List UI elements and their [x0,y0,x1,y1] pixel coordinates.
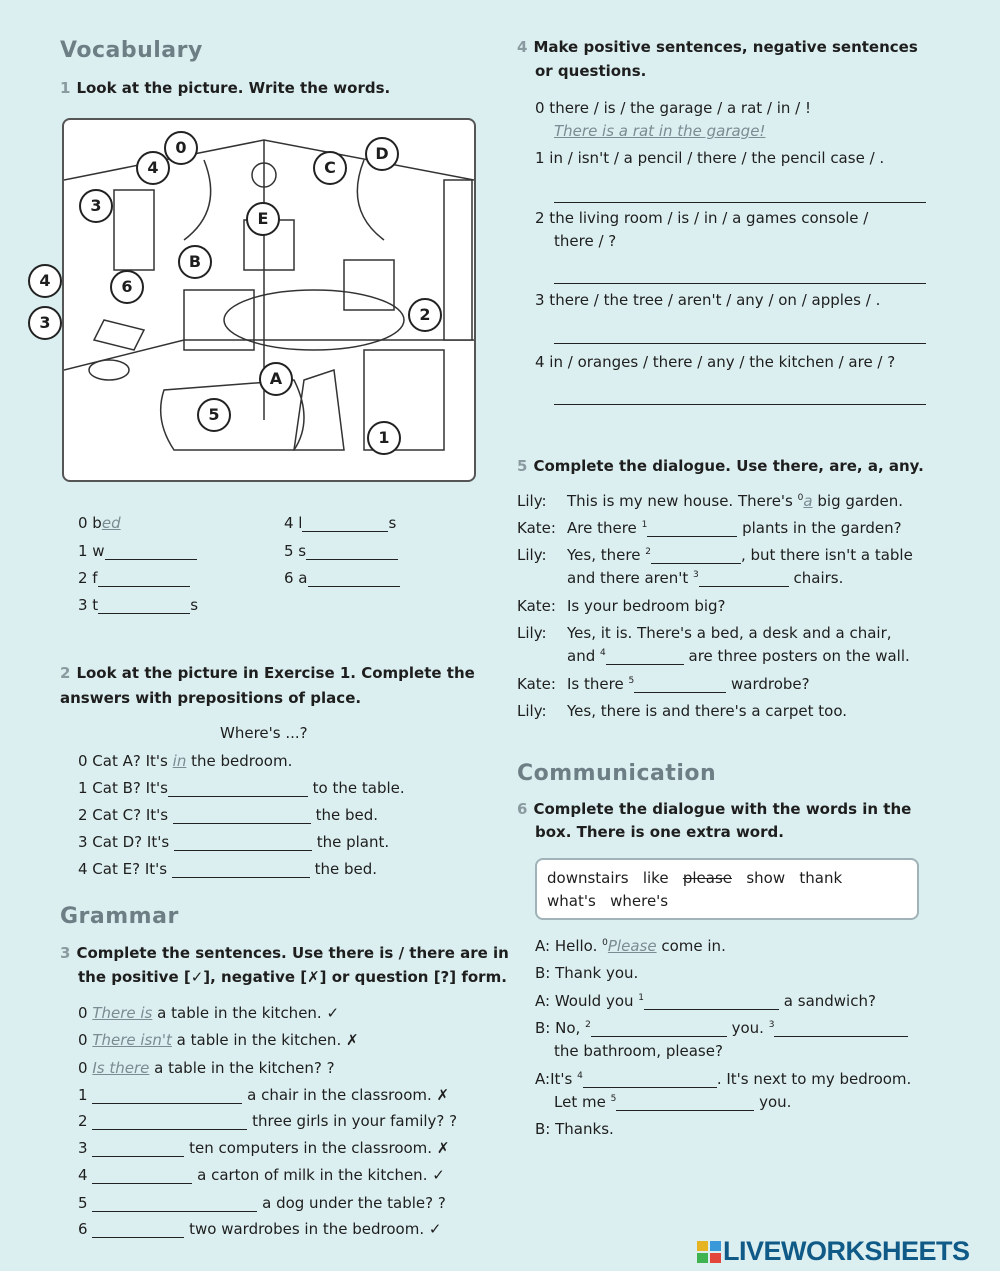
picture-label-1: 1 [367,421,401,455]
word-3-input[interactable] [98,597,190,614]
ex4-example-answer: There is a rat in the garage! [554,122,766,140]
exercise-3-instruction-2: the positive [✓], negative [✗] or question [?] form. [78,968,507,986]
ex6-line-6: B: Thanks. [535,1120,614,1138]
picture-label-b: B [178,245,212,279]
ex3-example-positive: 0 There is a table in the kitchen. ✓ [78,1004,340,1022]
ex3-item-6: 6 two wardrobes in the bedroom. ✓ [78,1220,442,1238]
ex4-example: 0 there / is / the garage / a rat / in / ! [535,99,812,117]
communication-heading: Communication [517,761,717,786]
ex2-item-1: 1 Cat B? It's to the table. [78,779,405,797]
ex5-gap-3[interactable] [699,570,789,587]
word-6: 6 a [284,569,400,587]
word-0: 0 bed [78,514,121,532]
exercise-6-instruction-2: box. There is one extra word. [535,823,784,841]
ex5-line-2: Kate: Are there $^1$ plants in the garden? [517,519,902,537]
ex4-item-3-input[interactable] [554,327,926,344]
word-5: 5 s [284,542,398,560]
ex6-gap-1[interactable] [644,993,779,1010]
ex3-item-4-input[interactable] [92,1167,192,1184]
ex5-gap-5[interactable] [634,676,726,693]
ex6-line-3: A: Would you $^1$ a sandwich? [535,992,876,1010]
word-please: please [682,869,733,887]
word-whats: what's [547,892,596,910]
word-box-row-1 [547,869,842,887]
word-3: 3 t s [78,596,199,614]
ex6-gap-5[interactable] [616,1094,754,1111]
word-downstairs: downstairs [547,869,629,887]
ex4-item-2b: there / ? [554,232,617,250]
word-thank: thank [799,869,843,887]
ex2-item-1-input[interactable] [168,780,308,797]
word-like: like [642,869,669,887]
ex2-item-2: 2 Cat C? It's the bed. [78,806,379,824]
word-wheres: where's [610,892,669,910]
ex3-item-3-input[interactable] [92,1140,184,1157]
ex2-item-0: 0 Cat A? It's in the bedroom. [78,752,293,770]
ex4-item-3: 3 there / the tree / aren't / any / on / apples / . [535,291,881,309]
picture-label-e: E [246,202,280,236]
picture-label-3: 3 [79,189,113,223]
ex2-item-4: 4 Cat E? It's the bed. [78,860,378,878]
ex4-item-2-input[interactable] [554,267,926,284]
ex6-gap-3[interactable] [774,1020,908,1037]
word-box-row-2 [547,892,668,910]
ex3-item-5: 5 a dog under the table? ? [78,1194,446,1212]
ex3-item-1: 1 a chair in the classroom. ✗ [78,1086,450,1104]
picture-label-6: 6 [110,270,144,304]
picture-label-4b: 4 [28,264,62,298]
word-4: 4 l s [284,514,397,532]
word-show: show [746,869,786,887]
ex6-gap-4[interactable] [583,1071,717,1088]
ex5-line-7: Lily: Yes, there is and there's a carpet too. [517,702,848,720]
exercise-4-instruction-2: or questions. [535,62,647,80]
ex3-example-question: 0 Is there a table in the kitchen? ? [78,1059,335,1077]
word-5-input[interactable] [306,543,398,560]
ex5-gap-1[interactable] [647,520,737,537]
picture-label-c: C [313,151,347,185]
picture-label-5: 5 [197,398,231,432]
ex5-line-4: Kate: Is your bedroom big? [517,597,726,615]
word-4-input[interactable] [302,515,388,532]
liveworksheets-icon [697,1241,721,1263]
word-2: 2 f [78,569,190,587]
ex6-line-4: B: No, $^2$ you. $^3$ [535,1019,908,1037]
picture-label-4: 4 [136,151,170,185]
exercise-6-instruction-1: 6 Complete the dialogue with the words in the [517,800,912,818]
ex6-line-5-cont: Let me $^5$ you. [554,1093,792,1111]
word-box [535,858,919,920]
exercise-2-heading: Where's ...? [220,724,308,742]
picture-label-3b: 3 [28,306,62,340]
word-1-input[interactable] [105,543,197,560]
ex3-item-4: 4 a carton of milk in the kitchen. ✓ [78,1166,445,1184]
exercise-3-instruction-1: 3 Complete the sentences. Use there is / there are in [60,944,509,962]
picture-label-d: D [365,137,399,171]
ex4-item-1-input[interactable] [554,186,926,203]
ex4-item-4-input[interactable] [554,388,926,405]
exercise-4-instruction-1: 4 Make positive sentences, negative sentences [517,38,918,56]
ex5-line-1: Lily: This is my new house. There's $^0$a big garden. [517,492,903,510]
picture-label-0: 0 [164,131,198,165]
ex2-item-4-input[interactable] [172,861,310,878]
ex6-line-4-cont: the bathroom, please? [554,1042,723,1060]
word-2-input[interactable] [98,570,190,587]
exercise-5-instruction: 5 Complete the dialogue. Use there, are, a, any. [517,457,924,475]
liveworksheets-logo [697,1236,970,1267]
ex6-line-1: A: Hello. $^0$Please come in. [535,937,726,955]
ex5-line-6: Kate: Is there $^5$ wardrobe? [517,675,810,693]
ex2-item-3-input[interactable] [174,834,312,851]
picture-label-2: 2 [408,298,442,332]
ex3-item-2-input[interactable] [92,1113,247,1130]
ex5-gap-4[interactable] [606,648,684,665]
ex3-item-6-input[interactable] [92,1221,184,1238]
ex6-line-2: B: Thank you. [535,964,639,982]
picture-label-a: A [259,362,293,396]
ex6-gap-2[interactable] [591,1020,727,1037]
liveworksheets-wordmark: LIVEWORKSHEETS [723,1236,970,1266]
vocabulary-heading: Vocabulary [60,38,203,63]
ex3-item-2: 2 three girls in your family? ? [78,1112,458,1130]
ex5-line-5: Lily: Yes, it is. There's a bed, a desk and a chair, [517,624,892,642]
exercise-1-instruction: 1 Look at the picture. Write the words. [60,79,391,97]
ex2-item-3: 3 Cat D? It's the plant. [78,833,390,851]
ex3-item-5-input[interactable] [92,1195,257,1212]
ex4-item-1: 1 in / isn't / a pencil / there / the pencil case / . [535,149,885,167]
word-6-input[interactable] [308,570,400,587]
word-1: 1 w [78,542,197,560]
ex3-item-1-input[interactable] [92,1087,242,1104]
grammar-heading: Grammar [60,904,179,929]
ex4-item-4: 4 in / oranges / there / any / the kitchen / are / ? [535,353,896,371]
ex3-item-3: 3 ten computers in the classroom. ✗ [78,1139,450,1157]
ex6-line-5: A:It's $^4$ . It's next to my bedroom. [535,1070,912,1088]
ex5-line-3-cont: and there aren't $^3$ chairs. [567,569,844,587]
ex5-line-5-cont: and $^4$ are three posters on the wall. [567,647,910,665]
ex5-line-3: Lily: Yes, there $^2$ , but there isn't a table [517,546,913,564]
exercise-2-instruction: 2 Look at the picture in Exercise 1. Complete the answers with prepositions of place. [60,664,475,707]
ex3-example-negative: 0 There isn't a table in the kitchen. ✗ [78,1031,359,1049]
ex4-item-2a: 2 the living room / is / in / a games console / [535,209,869,227]
ex5-gap-2[interactable] [651,547,741,564]
ex2-item-2-input[interactable] [173,807,311,824]
